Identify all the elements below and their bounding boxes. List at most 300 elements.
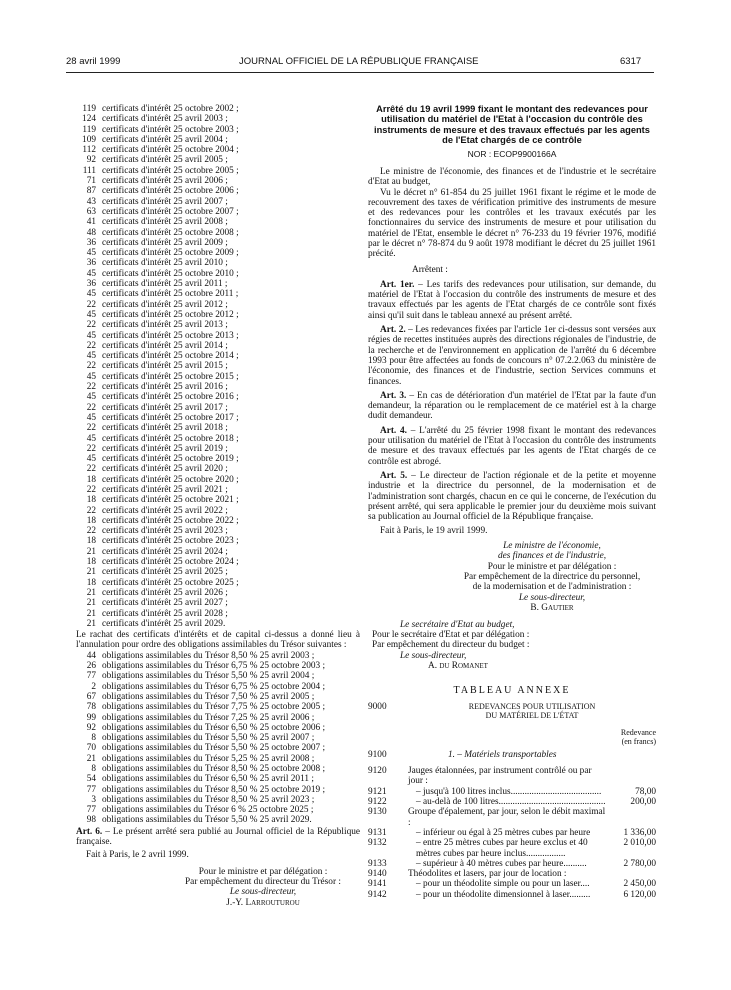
item-text: certificats d'intérêt 25 avril 2024 ; [102, 546, 228, 557]
article-6 [76, 827, 360, 848]
list-item [76, 238, 360, 248]
item-count: 124 [82, 114, 96, 125]
item-count: 67 [86, 691, 96, 702]
item-count: 18 [86, 515, 96, 526]
list-item [76, 155, 360, 165]
item-text: certificats d'intérêt 25 avril 2012 ; [102, 299, 228, 310]
item-count: 21 [86, 587, 96, 598]
annex-row-code: 9141 [368, 879, 387, 890]
annex-code: 9000 [368, 701, 387, 712]
annex-row-label: Jauges étalonnées, par instrument contrôlé ou par jour : [408, 766, 592, 787]
list-item [76, 702, 360, 712]
item-text: certificats d'intérêt 25 octobre 2002 ; [102, 104, 239, 114]
item-count: 22 [86, 464, 96, 475]
vu-paragraph: Vu le décret n° 61-854 du 25 juillet 1961 fixant le régime et le mode de recouvrement des taxes de vérification primitive des instruments de mesure et des redevances pour les contrôles et les travaux exécutés par les fonctionnaires du service des instruments de mesure et pour utilisation du matériel de l'Etat, ensemble le décret n° 76-233 du 19 février 1976, modifié par le décret n° 78-874 du 9 août 1978 modifiant le décret du 25 juillet 1961 précité. [368, 187, 656, 260]
signature-line: Le ministre de l'économie, [503, 540, 601, 551]
item-count: 18 [86, 495, 96, 506]
list-item [76, 114, 360, 124]
item-count: 2 [91, 681, 96, 692]
item-count: 22 [86, 361, 96, 372]
list-item [76, 764, 360, 774]
rachat-paragraph: Le rachat des certificats d'intérêts et de capital ci-dessus a donné lieu à l'annulation pour ordre des obligations assimilables du Trésor suivantes : [76, 630, 360, 651]
list-item [76, 733, 360, 743]
article-1-label: Art. 1er. [380, 279, 415, 290]
annex-table-row [368, 859, 656, 869]
signature-name: J.-Y. Larrouturou [226, 897, 300, 908]
item-count: 44 [86, 650, 96, 661]
item-count: 119 [82, 124, 96, 135]
annex-row-value: 200,00 [630, 797, 656, 808]
item-text: certificats d'intérêt 25 avril 2021 ; [102, 484, 228, 495]
item-count: 99 [86, 712, 96, 723]
item-count: 77 [86, 671, 96, 682]
item-text: certificats d'intérêt 25 avril 2004 ; [102, 134, 228, 145]
annex-subtitle-line: REDEVANCES POUR UTILISATION [468, 701, 596, 711]
annex-row-label: – entre 25 mètres cubes par heure exclus et 40 mètres cubes par heure inclus................. [416, 838, 588, 859]
article-5-text: – Le directeur de l'action régionale et de la petite et moyenne industrie et la directrice du personnel, de la modernisation et de l'administration sont chargés, chacun en ce qui le concerne, de l'exécution du présent arrêté, qui sera applicable le premier jour du deuxième mois suivant sa publication au Journal officiel de la République française. [368, 470, 656, 523]
list-item [76, 805, 360, 815]
list-item [76, 331, 360, 341]
signature-line: Pour le ministre et par délégation : [198, 866, 328, 877]
list-item [76, 434, 360, 444]
annex-row-label: – jusqu'à 100 litres inclus....................................... [416, 786, 602, 797]
list-item [76, 815, 360, 825]
list-item [76, 228, 360, 238]
list-item [76, 774, 360, 784]
list-item [76, 392, 360, 402]
annex-row-code: 9120 [368, 766, 387, 777]
signature-line: des finances et de l'industrie, [497, 551, 607, 562]
list-item [76, 320, 360, 330]
item-text: certificats d'intérêt 25 octobre 2013 ; [102, 330, 239, 341]
redevance-unit: (en francs) [621, 736, 656, 746]
item-count: 45 [86, 268, 96, 279]
item-text: certificats d'intérêt 25 avril 2028 ; [102, 608, 228, 619]
item-text: certificats d'intérêt 25 octobre 2014 ; [102, 351, 239, 362]
item-count: 45 [86, 309, 96, 320]
item-count: 8 [91, 733, 96, 744]
list-item [76, 475, 360, 485]
item-text: certificats d'intérêt 25 octobre 2025 ; [102, 577, 239, 588]
annex-row-label: – pour un théodolite simple ou pour un laser.... [416, 879, 590, 890]
item-count: 112 [82, 145, 96, 156]
item-count: 41 [86, 217, 96, 228]
item-count: 45 [86, 351, 96, 362]
item-count: 98 [86, 815, 96, 826]
item-text: obligations assimilables du Trésor 8,50 % 25 octobre 2008 ; [102, 764, 326, 774]
item-text: certificats d'intérêt 25 octobre 2015 ; [102, 371, 239, 382]
list-item [76, 403, 360, 413]
article-2-text: – Les redevances fixées par l'article 1er ci-dessus sont versées aux régies de recettes instituées auprès des directions régionales de l'industrie, de la recherche et de l'environnement en application de l'arrêté du 6 décembre 1993 pour être affectées au fonds de concours n° 07.2.2.063 du ministère de l'économie, des finances et de l'industrie, section Services communs et finances. [368, 325, 656, 387]
item-count: 111 [82, 165, 96, 176]
list-item [76, 135, 360, 145]
list-item [76, 464, 360, 474]
signature-line: Pour le ministre et par délégation : [487, 561, 617, 572]
list-item [76, 361, 360, 371]
header-date: 28 avril 1999 [66, 56, 121, 67]
item-count: 18 [86, 536, 96, 547]
item-text: certificats d'intérêt 25 octobre 2018 ; [102, 433, 239, 444]
item-text: certificats d'intérêt 25 avril 2015 ; [102, 361, 228, 372]
item-text: certificats d'intérêt 25 avril 2026 ; [102, 587, 228, 598]
signature-line: Le sous-directeur, [229, 887, 297, 898]
list-item [76, 526, 360, 536]
item-count: 45 [86, 248, 96, 259]
item-text: certificats d'intérêt 25 octobre 2019 ; [102, 454, 239, 465]
item-text: certificats d'intérêt 25 avril 2005 ; [102, 155, 228, 166]
signature-block-left [166, 867, 360, 909]
item-count: 45 [86, 392, 96, 403]
annex-row-value: 6 120,00 [623, 889, 656, 900]
item-text: certificats d'intérêt 25 avril 2016 ; [102, 382, 228, 393]
list-item [76, 651, 360, 661]
item-count: 21 [86, 608, 96, 619]
page-header [66, 56, 646, 70]
signature-line: A. du Romanet [428, 661, 488, 672]
annex-table-row [368, 828, 656, 838]
item-count: 45 [86, 289, 96, 300]
item-count: 45 [86, 433, 96, 444]
header-rule [66, 72, 654, 73]
annex-row-code: 9132 [368, 838, 387, 849]
annex-row-code: 9133 [368, 858, 387, 869]
annex-table-row [368, 766, 656, 787]
list-item [76, 506, 360, 516]
item-count: 43 [86, 196, 96, 207]
list-item [76, 351, 360, 361]
item-text: certificats d'intérêt 25 octobre 2011 ; [102, 289, 239, 300]
item-text: certificats d'intérêt 25 avril 2029. [102, 618, 226, 629]
item-text: certificats d'intérêt 25 octobre 2016 ; [102, 392, 239, 403]
signature-line: B. Gautier [530, 603, 574, 614]
annex-subtitle [408, 702, 656, 720]
item-count: 22 [86, 505, 96, 516]
list-item [76, 382, 360, 392]
list-item [76, 444, 360, 454]
item-count: 71 [86, 176, 96, 187]
item-count: 22 [86, 382, 96, 393]
list-item [76, 495, 360, 505]
article-5-label: Art. 5. [380, 470, 408, 481]
item-count: 45 [86, 371, 96, 382]
item-count: 48 [86, 227, 96, 238]
header-page-number: 6317 [620, 56, 642, 67]
item-count: 22 [86, 484, 96, 495]
annex-row-label: 1. – Matériels transportables [448, 749, 557, 760]
right-column [368, 104, 656, 900]
item-text: certificats d'intérêt 25 octobre 2004 ; [102, 145, 239, 156]
item-text: obligations assimilables du Trésor 8,50 % 25 avril 2003 ; [102, 650, 315, 661]
list-item [76, 536, 360, 546]
list-item [76, 125, 360, 135]
item-count: 18 [86, 557, 96, 568]
list-item [76, 454, 360, 464]
article-1-text: – Les tarifs des redevances pour utilisation, sur demande, du matériel de l'Etat à l'occasion du contrôle des instruments de mesure et des travaux effectués par les agents de l'Etat chargés de ce contrôle sont fixés ainsi qu'il suit dans le tableau annexé au présent arrêté. [368, 279, 656, 321]
item-text: certificats d'intérêt 25 avril 2022 ; [102, 505, 228, 516]
list-item [76, 258, 360, 268]
item-count: 21 [86, 598, 96, 609]
item-count: 119 [82, 104, 96, 114]
item-text: certificats d'intérêt 25 avril 2006 ; [102, 176, 228, 187]
list-item [76, 743, 360, 753]
annex-subtitle-line: DU MATÉRIEL DE L'ÉTAT [485, 710, 579, 720]
item-text: obligations assimilables du Trésor 7,75 % 25 octobre 2005 ; [102, 702, 326, 713]
item-count: 18 [86, 474, 96, 485]
article-3 [368, 391, 656, 422]
annex-row-code: 9122 [368, 797, 387, 808]
item-text: obligations assimilables du Trésor 5,50 % 25 avril 2007 ; [102, 733, 315, 744]
annex-table-row [368, 787, 656, 797]
item-text: obligations assimilables du Trésor 6,50 % 25 avril 2011 ; [102, 774, 314, 785]
item-count: 87 [86, 186, 96, 197]
item-count: 8 [91, 764, 96, 774]
obligations-list [76, 651, 360, 826]
list-item [76, 423, 360, 433]
item-text: obligations assimilables du Trésor 8,50 % 25 avril 2023 ; [102, 794, 315, 805]
item-count: 22 [86, 443, 96, 454]
annex-row-code: 9130 [368, 807, 387, 818]
annex-row-label: – supérieur à 40 mètres cubes par heure.......... [416, 858, 587, 869]
item-count: 21 [86, 753, 96, 764]
item-count: 54 [86, 774, 96, 785]
header-journal-title: JOURNAL OFFICIEL DE LA RÉPUBLIQUE FRANÇAISE [239, 56, 479, 67]
list-item [76, 661, 360, 671]
annex-table-row [368, 869, 656, 879]
list-item [76, 104, 360, 114]
annex-row-code: 9140 [368, 869, 387, 880]
item-text: certificats d'intérêt 25 avril 2025 ; [102, 567, 228, 578]
item-text: certificats d'intérêt 25 avril 2020 ; [102, 464, 228, 475]
annex-row-code: 9131 [368, 827, 387, 838]
list-item [76, 682, 360, 692]
item-text: obligations assimilables du Trésor 6,75 % 25 octobre 2003 ; [102, 661, 326, 672]
annex-table [368, 750, 656, 900]
item-count: 22 [86, 320, 96, 331]
annex-row-value: 78,00 [635, 786, 656, 797]
item-text: certificats d'intérêt 25 octobre 2010 ; [102, 268, 239, 279]
item-text: certificats d'intérêt 25 avril 2011 ; [102, 279, 228, 290]
item-text: obligations assimilables du Trésor 5,50 % 25 octobre 2007 ; [102, 743, 326, 754]
list-item [76, 619, 360, 629]
signature-line: Par empêchement du directeur du Trésor : [185, 877, 341, 888]
item-count: 22 [86, 423, 96, 434]
signature-line: Par empêchement de la directrice du personnel, [463, 571, 641, 582]
item-text: certificats d'intérêt 25 avril 2010 ; [102, 258, 228, 269]
article-4 [368, 426, 656, 467]
item-text: obligations assimilables du Trésor 5,50 % 25 avril 2029. [102, 815, 312, 826]
item-count: 22 [86, 340, 96, 351]
item-count: 21 [86, 546, 96, 557]
item-text: obligations assimilables du Trésor 6,75 % 25 octobre 2004 ; [102, 681, 326, 692]
item-count: 36 [86, 237, 96, 248]
annex-row-label: – pour un théodolite dimensionnel à laser......... [416, 889, 591, 900]
item-count: 22 [86, 299, 96, 310]
item-text: certificats d'intérêt 25 octobre 2008 ; [102, 227, 239, 238]
list-item [76, 341, 360, 351]
list-item [76, 516, 360, 526]
list-item [76, 300, 360, 310]
item-text: certificats d'intérêt 25 avril 2009 ; [102, 237, 228, 248]
article-6-label: Art. 6. [76, 826, 103, 837]
signature-line: Le secrétaire d'Etat au budget, [400, 619, 515, 630]
list-item [76, 197, 360, 207]
article-2-label: Art. 2. [380, 325, 406, 336]
item-text: certificats d'intérêt 25 octobre 2006 ; [102, 186, 239, 197]
annex-heading-row [368, 702, 656, 720]
item-text: obligations assimilables du Trésor 7,25 % 25 avril 2006 ; [102, 712, 315, 723]
article-3-label: Art. 3. [380, 390, 407, 401]
item-text: certificats d'intérêt 25 avril 2018 ; [102, 423, 228, 434]
item-count: 22 [86, 526, 96, 537]
annex-table-row [368, 879, 656, 889]
redevance-label: Redevance [620, 727, 656, 737]
annex-row-code: 9100 [368, 749, 387, 760]
signature-line: Pour le secrétaire d'Etat et par délégation : [372, 629, 530, 640]
annex-row-code: 9142 [368, 889, 387, 900]
item-text: obligations assimilables du Trésor 5,25 % 25 avril 2008 ; [102, 753, 315, 764]
item-count: 26 [86, 661, 96, 672]
item-count: 3 [91, 794, 96, 805]
item-text: certificats d'intérêt 25 octobre 2023 ; [102, 536, 239, 547]
item-text: obligations assimilables du Trésor 8,50 % 25 octobre 2019 ; [102, 784, 326, 795]
certificate-list [76, 104, 360, 629]
item-count: 109 [82, 134, 96, 145]
list-item [76, 310, 360, 320]
list-item [76, 413, 360, 423]
list-item [76, 795, 360, 805]
signature-line: Le sous-directeur, [518, 592, 586, 603]
signature-line: de la modernisation et de l'administration : [472, 582, 632, 593]
annex-table-row [368, 750, 656, 760]
item-count: 77 [86, 784, 96, 795]
item-count: 45 [86, 330, 96, 341]
redevance-header [368, 728, 656, 746]
signature-block-budget [372, 620, 656, 672]
annex-row-value: 1 336,00 [623, 827, 656, 838]
nor-reference: NOR : ECOP9900166A [467, 148, 557, 159]
annex-row-label: Théodolites et lasers, par jour de location : [408, 869, 567, 880]
item-count: 70 [86, 743, 96, 754]
list-item [76, 723, 360, 733]
list-item [76, 598, 360, 608]
item-text: certificats d'intérêt 25 octobre 2009 ; [102, 248, 239, 259]
article-4-label: Art. 4. [380, 425, 407, 436]
item-count: 18 [86, 577, 96, 588]
item-text: certificats d'intérêt 25 octobre 2005 ; [102, 165, 239, 176]
item-count: 21 [86, 618, 96, 629]
preamble-paragraph: Le ministre de l'économie, des finances et de l'industrie et le secrétaire d'Etat au budget, [368, 166, 656, 188]
decree-title: Arrêté du 19 avril 1999 fixant le montant des redevances pour utilisation du matériel de l'Etat à l'occasion du contrôle des instruments de mesure et des travaux effectués par les agents de l'Etat chargés de ce contrôle [374, 104, 650, 146]
article-3-text: – En cas de détérioration d'un matériel de l'Etat par la faute d'un demandeur, la réparation ou le remplacement de ce matériel est à la charge dudit demandeur. [368, 390, 656, 422]
fait-date-left: Fait à Paris, le 2 avril 1999. [86, 850, 189, 861]
item-count: 92 [86, 155, 96, 166]
article-1 [368, 280, 656, 321]
item-text: obligations assimilables du Trésor 6 % 25 octobre 2025 ; [102, 805, 314, 816]
list-item [76, 692, 360, 702]
list-item [76, 754, 360, 764]
list-item [76, 567, 360, 577]
annex-row-value: 2 010,00 [623, 838, 656, 849]
item-text: obligations assimilables du Trésor 7,50 % 25 avril 2005 ; [102, 691, 315, 702]
list-item [76, 547, 360, 557]
list-item [76, 166, 360, 176]
annex-title: TABLEAU ANNEXE [453, 684, 571, 696]
item-text: certificats d'intérêt 25 avril 2027 ; [102, 598, 228, 609]
left-column [76, 104, 360, 908]
annex-row-code: 9121 [368, 786, 387, 797]
item-text: certificats d'intérêt 25 octobre 2024 ; [102, 557, 239, 568]
annex-row-label: Groupe d'épalement, par jour, selon le débit maximal : [408, 807, 606, 828]
list-item [76, 485, 360, 495]
list-item [76, 785, 360, 795]
item-text: certificats d'intérêt 25 avril 2023 ; [102, 526, 228, 537]
list-item [76, 289, 360, 299]
list-item [76, 145, 360, 155]
annex-table-row [368, 838, 656, 859]
item-count: 36 [86, 279, 96, 290]
item-text: certificats d'intérêt 25 octobre 2022 ; [102, 515, 239, 526]
item-text: certificats d'intérêt 25 octobre 2003 ; [102, 124, 239, 135]
item-text: certificats d'intérêt 25 avril 2019 ; [102, 443, 228, 454]
fait-date-right: Fait à Paris, le 19 avril 1999. [380, 526, 488, 537]
item-text: certificats d'intérêt 25 avril 2007 ; [102, 196, 228, 207]
item-text: certificats d'intérêt 25 avril 2014 ; [102, 340, 228, 351]
item-count: 21 [86, 567, 96, 578]
item-count: 77 [86, 805, 96, 816]
list-item [76, 713, 360, 723]
item-count: 92 [86, 722, 96, 733]
list-item [76, 217, 360, 227]
item-count: 45 [86, 454, 96, 465]
arretent-heading: Arrêtent : [412, 264, 448, 275]
item-count: 45 [86, 412, 96, 423]
signature-line: Le sous-directeur, [400, 650, 467, 661]
list-item [76, 578, 360, 588]
list-item [76, 176, 360, 186]
item-text: certificats d'intérêt 25 avril 2003 ; [102, 114, 228, 125]
annex-row-value: 2 780,00 [623, 858, 656, 869]
item-text: certificats d'intérêt 25 octobre 2007 ; [102, 206, 239, 217]
list-item [76, 186, 360, 196]
annex-row-label: – au-delà de 100 litres.............................................. [416, 797, 606, 808]
item-text: certificats d'intérêt 25 avril 2017 ; [102, 402, 228, 413]
list-item [76, 269, 360, 279]
list-item [76, 279, 360, 289]
item-count: 22 [86, 402, 96, 413]
item-text: certificats d'intérêt 25 octobre 2017 ; [102, 412, 239, 423]
article-5 [368, 471, 656, 522]
item-count: 78 [86, 702, 96, 713]
item-count: 63 [86, 206, 96, 217]
annex-row-label: – inférieur ou égal à 25 mètres cubes par heure [416, 827, 591, 838]
list-item [76, 588, 360, 598]
list-item [76, 372, 360, 382]
signature-line: Par empêchement du directeur du budget : [372, 640, 530, 651]
article-2 [368, 325, 656, 387]
item-count: 36 [86, 258, 96, 269]
item-text: certificats d'intérêt 25 octobre 2020 ; [102, 474, 239, 485]
list-item [76, 557, 360, 567]
item-text: obligations assimilables du Trésor 5,50 % 25 avril 2004 ; [102, 671, 315, 682]
item-text: obligations assimilables du Trésor 6,50 % 25 octobre 2006 ; [102, 722, 326, 733]
annex-table-row [368, 890, 656, 900]
item-text: certificats d'intérêt 25 avril 2008 ; [102, 217, 228, 228]
list-item [76, 248, 360, 258]
item-text: certificats d'intérêt 25 octobre 2021 ; [102, 495, 239, 506]
annex-table-row [368, 797, 656, 807]
item-text: certificats d'intérêt 25 octobre 2012 ; [102, 309, 239, 320]
signature-block-minister [448, 541, 656, 614]
